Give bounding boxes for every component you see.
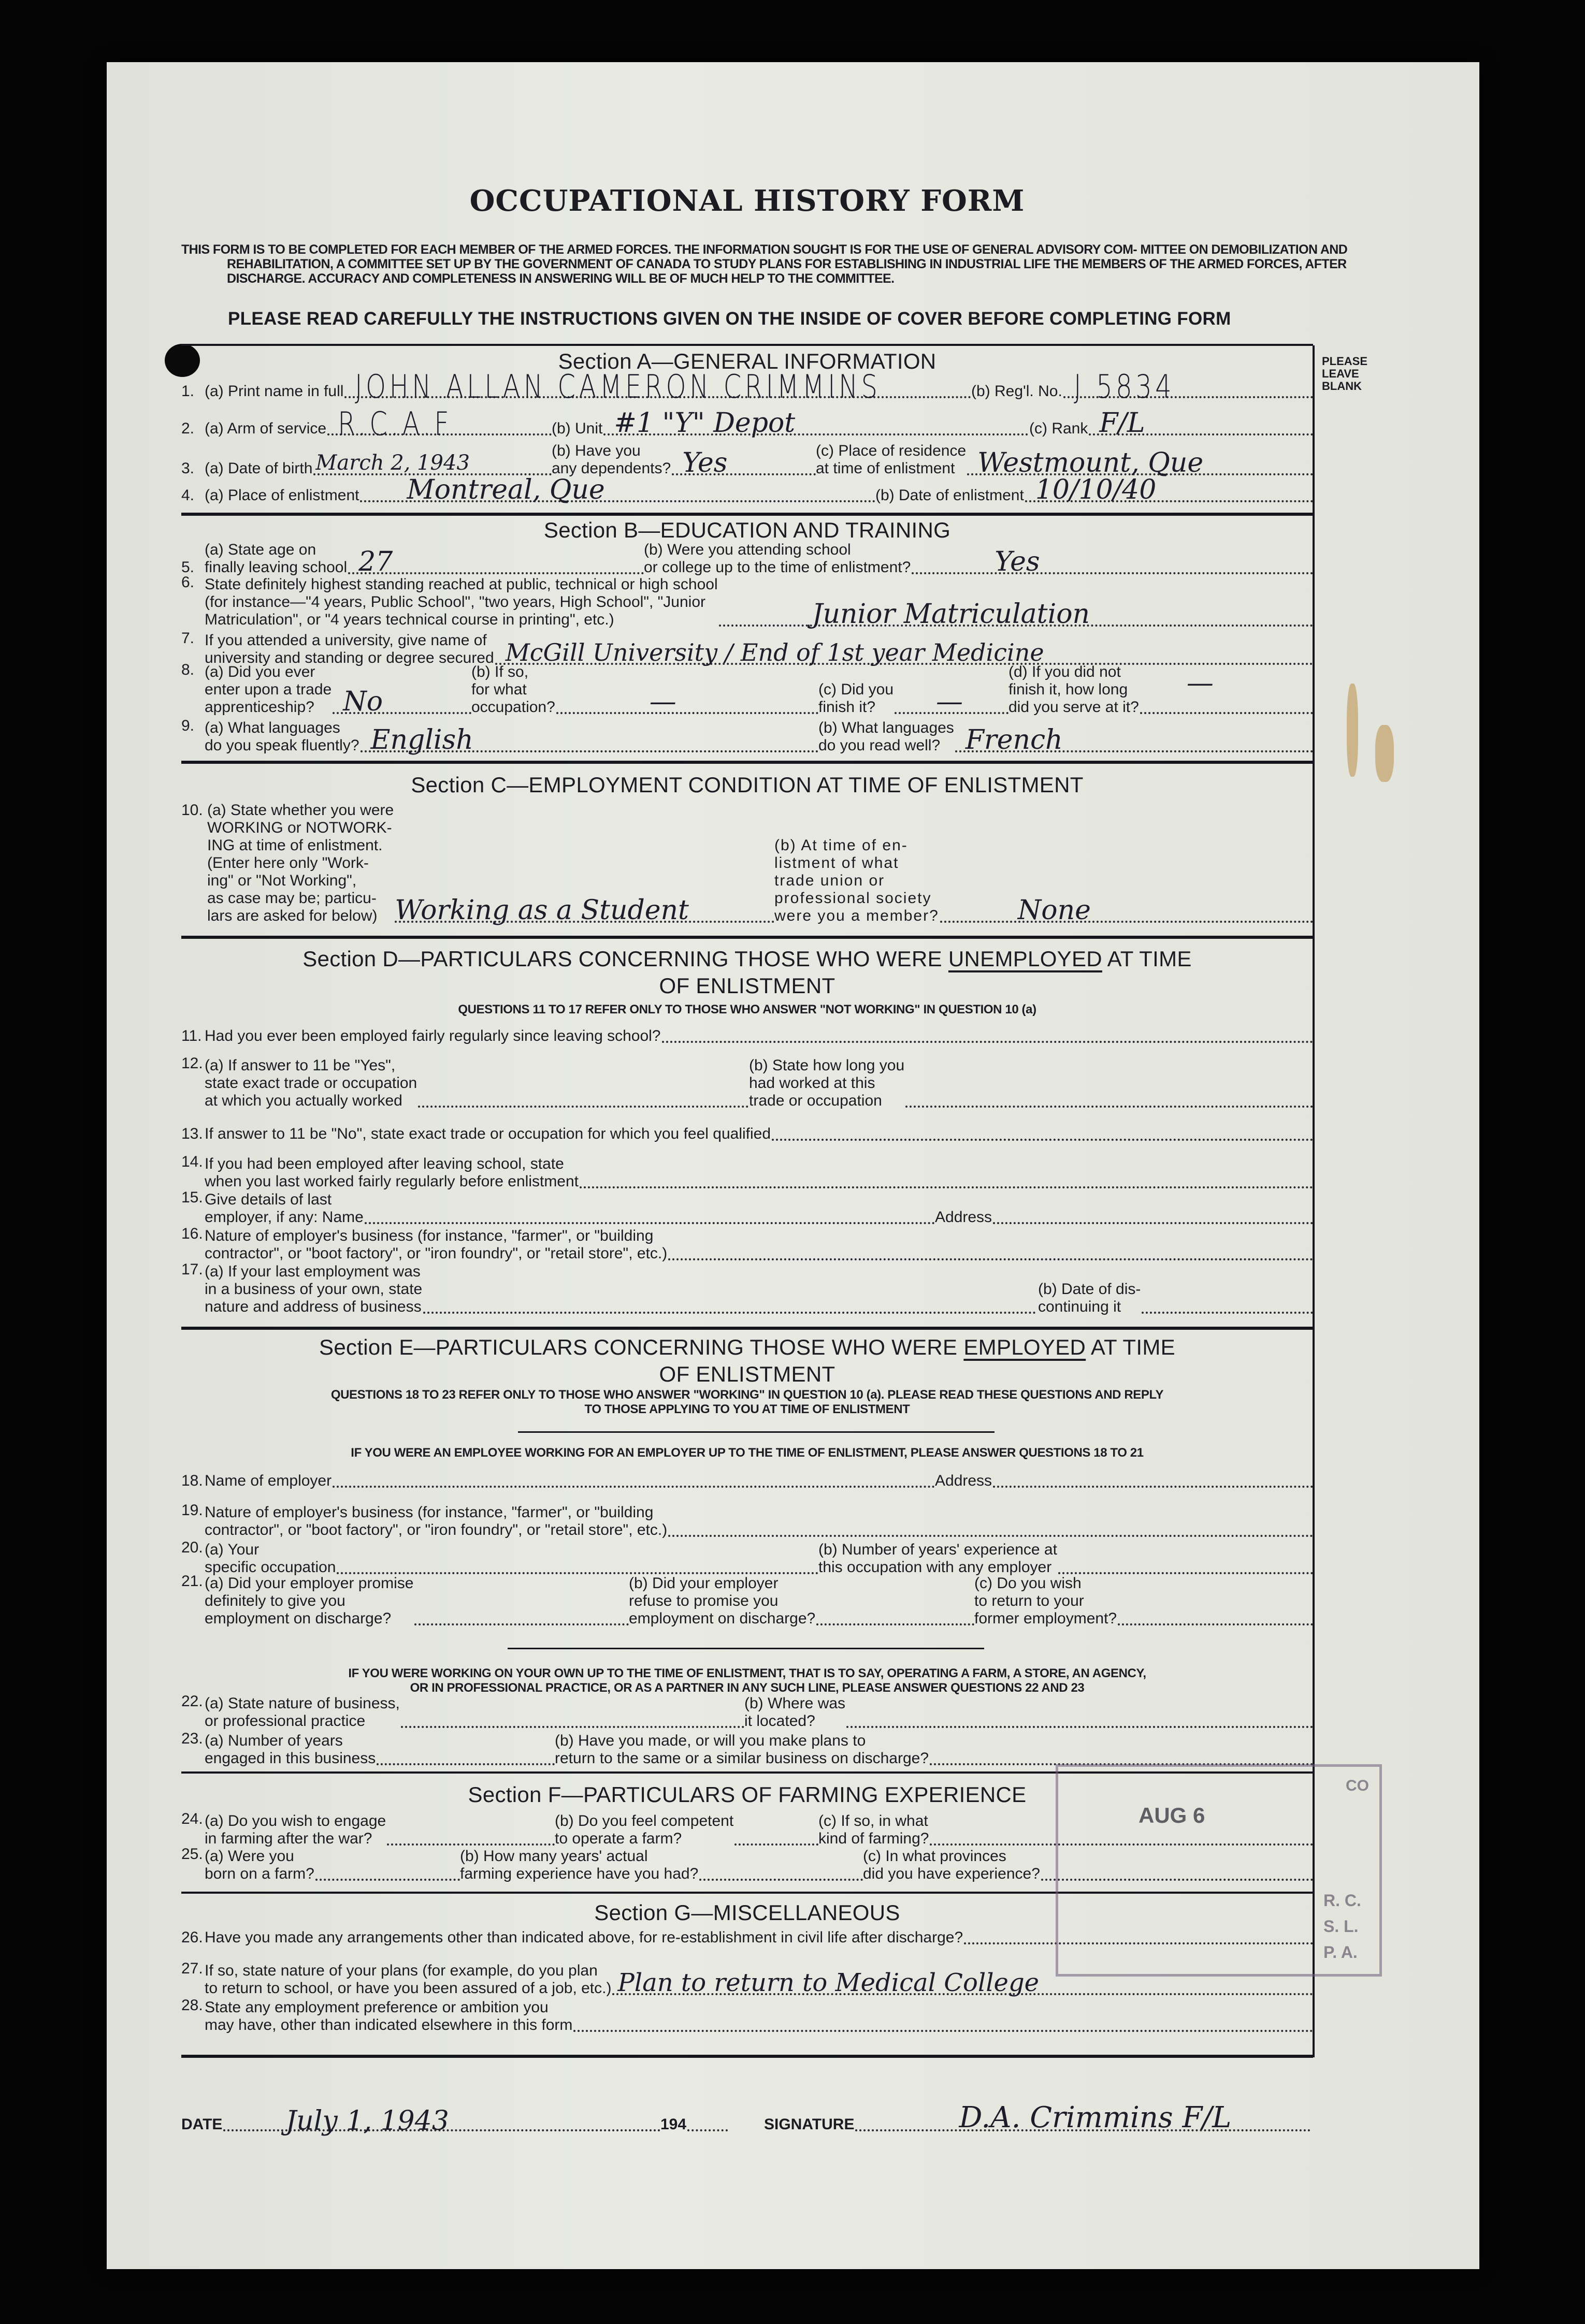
date-of-enlistment-field[interactable] <box>1025 474 1313 505</box>
form-title: OCCUPATIONAL HISTORY FORM <box>469 184 1025 218</box>
reg-no-field[interactable] <box>1063 368 1313 405</box>
question-number: 15. <box>181 1189 203 1206</box>
q21a-group <box>205 1573 629 1629</box>
section-g-title: Section G—MISCELLANEOUS <box>594 1900 900 1925</box>
question-8 <box>181 661 1313 717</box>
farming-years-field[interactable] <box>699 1861 863 1881</box>
question-number: 26. <box>181 1929 203 1946</box>
question-2 <box>181 405 1313 443</box>
label: (b) At time of en- listment of what trade union or professional society were you a member? <box>774 837 939 924</box>
arm-of-service-field[interactable] <box>327 405 552 443</box>
farming-wish-field[interactable] <box>387 1826 555 1846</box>
handwritten-value: 10/10/40 <box>1035 474 1157 505</box>
label: Address <box>935 1209 992 1226</box>
full-name-field[interactable] <box>344 368 971 405</box>
question-number: 20. <box>181 1539 203 1556</box>
last-worked-field[interactable] <box>580 1169 1313 1188</box>
label: (b) Were you attending school or college up to the time of enlistment? <box>644 541 911 576</box>
q24b-group <box>555 1810 818 1849</box>
label: (b) Have you made, or will you make plans to return to the same or a similar business on discharge? <box>555 1732 929 1767</box>
question-number: 10. <box>181 802 203 819</box>
divider <box>181 2055 1313 2058</box>
question-number: 6. <box>181 574 195 591</box>
divider <box>518 1431 995 1433</box>
rank-group <box>1029 408 1313 439</box>
question-number: 22. <box>181 1693 203 1710</box>
born-on-farm-field[interactable] <box>315 1861 460 1881</box>
question-13 <box>181 1122 1313 1144</box>
question-number: 12. <box>181 1055 203 1072</box>
question-number: 19. <box>181 1502 203 1519</box>
stamp-text: R. C. <box>1323 1891 1361 1910</box>
section-f-title: Section F—PARTICULARS OF FARMING EXPERIENCE <box>468 1782 1027 1807</box>
question-21 <box>181 1573 1313 1629</box>
label: Address <box>935 1472 992 1489</box>
last-employer-address-field[interactable] <box>993 1204 1313 1224</box>
divider <box>181 1327 1313 1330</box>
signature-row <box>181 2101 1313 2137</box>
divider <box>181 513 1313 516</box>
highest-standing-field[interactable] <box>719 599 1313 630</box>
q18-address-group <box>935 1469 1313 1491</box>
question-number: 8. <box>181 661 195 678</box>
discontinue-date-field[interactable] <box>1142 1294 1313 1314</box>
handwritten-value: Junior Matriculation <box>812 599 1090 630</box>
handwritten-value: No <box>343 686 383 717</box>
question-1 <box>181 368 1313 405</box>
year-field[interactable] <box>687 2112 728 2131</box>
label: (b) Reg'l. No. <box>971 383 1062 400</box>
handwritten-value: Yes <box>995 546 1040 577</box>
label: (a) If your last employment was in a business of your own, state nature and address of business <box>205 1263 423 1315</box>
employed-regularly-field[interactable] <box>662 1023 1314 1043</box>
label: (b) Number of years' experience at this occupation with any employer <box>818 1541 1057 1576</box>
q22b-group <box>744 1693 1313 1731</box>
q25a-group <box>205 1846 460 1884</box>
section-d-note: QUESTIONS 11 TO 17 REFER ONLY TO THOSE WHO ANSWER "NOT WORKING" IN QUESTION 10 (a) <box>458 1003 1036 1016</box>
age-leaving-school-field[interactable] <box>348 546 644 577</box>
question-11 <box>181 1024 1313 1046</box>
question-number: 18. <box>181 1472 203 1489</box>
label: (a) State whether you were WORKING or NOTWORK- ING at time of enlistment. (Enter here only "Work- ing" or "Not Working", as case may be; particu- lars are asked for below) <box>207 802 394 924</box>
label: Had you ever been employed fairly regularly since leaving school? <box>205 1027 661 1044</box>
own-business-field[interactable] <box>423 1294 1036 1314</box>
q20a-group <box>205 1539 818 1577</box>
apprentice-occupation-field[interactable] <box>556 686 818 717</box>
handwritten-value: Plan to return to Medical College <box>617 1968 1040 1997</box>
last-employer-name-field[interactable] <box>365 1204 935 1224</box>
unit-field[interactable] <box>603 408 1028 439</box>
question-number: 24. <box>181 1810 203 1827</box>
handwritten-value: — <box>649 686 676 717</box>
question-number: 17. <box>181 1261 203 1278</box>
q11-group <box>205 1024 1313 1046</box>
date-group <box>181 2105 660 2137</box>
label: (b) How many years' actual farming experience have you had? <box>460 1848 699 1882</box>
label: (b) Where was it located? <box>744 1695 846 1730</box>
employer-name-field[interactable] <box>333 1468 935 1488</box>
label: (c) Did you finish it? <box>818 681 894 716</box>
section-e-title <box>181 1334 1313 1388</box>
qualified-trade-field[interactable] <box>772 1121 1313 1141</box>
handwritten-value: English <box>370 724 473 756</box>
question-number: 7. <box>181 630 195 647</box>
employer-promise-field[interactable] <box>414 1606 629 1625</box>
stamp-date: AUG 6 <box>1139 1803 1205 1827</box>
stamp-text: CO <box>1346 1777 1369 1794</box>
label: If you attended a university, give name of university and standing or degree secured <box>205 632 494 666</box>
question-number: 27. <box>181 1960 203 1977</box>
residence-field[interactable] <box>967 447 1313 478</box>
question-number: 4. <box>181 487 195 504</box>
label: (b) Do you feel competent to operate a farm? <box>555 1812 734 1847</box>
years-experience-field[interactable] <box>1058 1555 1313 1574</box>
label: If you had been employed after leaving school, state when you last worked fairly regularly before enlistment <box>205 1155 579 1190</box>
label: (a) Did you ever enter upon a trade apprenticeship? <box>205 663 332 716</box>
label: (a) Print name in full <box>205 383 344 400</box>
finished-field[interactable] <box>895 686 1008 717</box>
question-15 <box>181 1189 1313 1227</box>
title-text: AT TIME <box>1090 1335 1175 1359</box>
age-group <box>205 539 644 577</box>
question-20 <box>181 1539 1313 1577</box>
title-emphasis: EMPLOYED <box>963 1335 1086 1359</box>
q28-group <box>205 1997 1313 2035</box>
divider <box>508 1648 984 1649</box>
divider <box>181 761 1313 764</box>
title-text: OF ENLISTMENT <box>659 1362 835 1386</box>
question-number: 5. <box>181 559 195 576</box>
q15-address-group <box>935 1189 1313 1227</box>
label: (a) State age on finally leaving school <box>205 541 348 576</box>
dependents-field[interactable] <box>672 447 816 478</box>
employer-nature-field[interactable] <box>668 1517 1313 1537</box>
handwritten-value: July 1, 1943 <box>285 2105 449 2137</box>
label: (c) Place of residence at time of enlistment <box>816 442 967 477</box>
specific-occupation-field[interactable] <box>337 1555 818 1574</box>
signature-group <box>764 2101 1310 2134</box>
label: (b) Date of dis- continuing it <box>1038 1281 1141 1315</box>
question-number: 11. <box>181 1027 202 1044</box>
business-plans-field[interactable] <box>930 1746 1313 1765</box>
attending-school-field[interactable] <box>912 546 1313 577</box>
label: (a) State nature of business, or professional practice <box>205 1695 400 1730</box>
handwritten-value: R.C.A.F <box>338 405 453 443</box>
signature-field[interactable] <box>855 2101 1310 2134</box>
name-field-group <box>205 368 971 405</box>
question-18 <box>181 1469 1313 1491</box>
label: (a) Arm of service <box>205 420 327 437</box>
business-location-field[interactable] <box>846 1708 1313 1728</box>
q12b-group <box>749 1055 1313 1111</box>
q24a-group <box>205 1810 555 1849</box>
serve-group <box>1008 661 1313 717</box>
reg-no-group <box>971 368 1313 405</box>
handwritten-value: March 2, 1943 <box>315 451 470 475</box>
speak-group <box>205 717 818 756</box>
title-emphasis: UNEMPLOYED <box>948 947 1102 971</box>
q23b-group <box>555 1730 1313 1768</box>
label: (a) What languages do you speak fluently? <box>205 719 359 754</box>
label: State any employment preference or ambition you may have, other than indicated elsewhere in this form <box>205 1999 573 2034</box>
q23a-group <box>205 1730 555 1768</box>
business-years-field[interactable] <box>377 1746 555 1765</box>
date-field[interactable] <box>223 2105 660 2137</box>
label: (a) If answer to 11 be "Yes", state exact trade or occupation at which you actually worked <box>205 1057 417 1109</box>
stamp-text: P. A. <box>1323 1943 1358 1962</box>
q25b-group <box>460 1846 863 1884</box>
employer-refuse-field[interactable] <box>816 1606 974 1625</box>
dob-group <box>205 440 552 478</box>
apprentice-group <box>205 661 471 717</box>
divider <box>181 936 1313 939</box>
place-of-enlistment-field[interactable] <box>360 474 875 505</box>
label: If so, state nature of your plans (for example, do you plan to return to school, or have you been assured of a job, etc.) <box>205 1962 612 1997</box>
working-group <box>207 802 774 926</box>
handwritten-value: None <box>1017 895 1091 926</box>
question-number: 25. <box>181 1846 203 1863</box>
q18-name-group <box>205 1469 935 1491</box>
label: (c) In what provinces did you have experience? <box>863 1848 1040 1882</box>
date-label: DATE <box>181 2116 223 2133</box>
title-text: Section D—PARTICULARS CONCERNING THOSE WHO WERE <box>302 947 942 971</box>
section-a-title: Section A—GENERAL INFORMATION <box>558 349 936 373</box>
signature: D.A. Crimmins F/L <box>959 2101 1232 2134</box>
q22a-group <box>205 1693 744 1731</box>
section-e-note: QUESTIONS 18 TO 23 REFER ONLY TO THOSE WHO ANSWER "WORKING" IN QUESTION 10 (a). PLEASE READ THESE QUESTIONS AND REPLY TO THOSE APPLYING TO YOU AT TIME OF ENLISTMENT <box>330 1388 1164 1416</box>
handwritten-value: J 5834 <box>1073 368 1175 405</box>
please-leave-blank: PLEASE LEAVE BLANK <box>1322 355 1368 393</box>
title-text: AT TIME <box>1107 947 1192 971</box>
union-group <box>774 802 1313 926</box>
handwritten-value: F/L <box>1099 408 1145 439</box>
question-number: 21. <box>181 1573 203 1590</box>
date-of-birth-field[interactable] <box>313 451 552 475</box>
languages-read-field[interactable] <box>955 724 1313 756</box>
label: (a) Place of enlistment <box>205 487 359 504</box>
label: Have you made any arrangements other than indicated above, for re-establishment in civil life after discharge? <box>205 1929 963 1946</box>
q15-name-group <box>205 1189 935 1227</box>
label: (c) Rank <box>1029 420 1088 437</box>
question-number: 2. <box>181 420 195 437</box>
handwritten-value: Westmount, Que <box>977 447 1204 478</box>
rank-field[interactable] <box>1089 408 1313 439</box>
label: (d) If you did not finish it, how long did you serve at it? <box>1008 663 1139 716</box>
q14-group <box>205 1153 1313 1192</box>
q13-group <box>205 1122 1313 1144</box>
label: Nature of employer's business (for instance, "farmer", or "building contractor", or "boot factory", or "iron foundry", or "retail store", etc.) <box>205 1227 668 1262</box>
label: (b) What languages do you read well? <box>818 719 954 754</box>
label: If answer to 11 be "No", state exact trade or occupation for which you feel qualified <box>205 1125 771 1142</box>
label: (b) If so, for what occupation? <box>471 663 555 716</box>
year-label: 194 <box>660 2116 687 2133</box>
question-4 <box>181 474 1313 505</box>
question-number: 28. <box>181 1997 203 2014</box>
trade-duration-field[interactable] <box>905 1088 1313 1108</box>
form-intro <box>181 242 1393 286</box>
trade-worked-field[interactable] <box>418 1088 748 1108</box>
question-number: 9. <box>181 717 195 734</box>
employer-address-field[interactable] <box>993 1468 1313 1488</box>
paper-stain <box>1347 684 1358 777</box>
handwritten-value: McGill University / End of 1st year Medicine <box>505 638 1044 666</box>
working-status-field[interactable] <box>395 895 774 926</box>
question-5 <box>181 539 1313 577</box>
served-duration-field[interactable] <box>1140 667 1313 714</box>
question-6 <box>181 574 1313 630</box>
label: (c) Do you wish to return to your former employment? <box>974 1575 1117 1627</box>
label: (a) Your specific occupation <box>205 1541 336 1576</box>
employer-business-field[interactable] <box>668 1241 1313 1260</box>
question-9 <box>181 717 1313 756</box>
label: Give details of last employer, if any: Name <box>205 1191 364 1226</box>
signature-label: SIGNATURE <box>764 2116 855 2133</box>
question-16 <box>181 1225 1313 1263</box>
attending-group <box>644 539 1313 577</box>
handwritten-value: Montreal, Que <box>407 474 605 505</box>
handwritten-value: #1 "Y" Depot <box>614 408 796 439</box>
unit-group <box>552 408 1028 439</box>
intro-text: THIS FORM IS TO BE COMPLETED FOR EACH MEMBER OF THE ARMED FORCES. THE INFORMATION SOUGHT IS FOR THE USE OF GENERAL ADVISORY COM- MITTEE ON DEMOBILIZATION AND REHABILITATION, A COMMITTEE SET UP BY THE GOVERNMENT OF CANADA TO STUDY PLANS FOR ESTABLISHING IN INDUSTRIAL LIFE THE MEMBERS OF THE ARMED FORCES, AFTER DISCHARGE. ACCURACY AND COMPLETENESS IN ANSWERING WILL BE OF MUCH HELP TO THE COMMITTEE. <box>181 242 1348 286</box>
preference-field[interactable] <box>573 2012 1313 2032</box>
question-number: 16. <box>181 1225 203 1242</box>
label: (b) State how long you had worked at this trade or occupation <box>749 1057 905 1109</box>
q21c-group <box>974 1573 1313 1629</box>
question-28 <box>181 1997 1313 2035</box>
read-group <box>818 717 1313 756</box>
handwritten-value: Working as a Student <box>395 895 689 926</box>
occupation-group <box>471 661 818 717</box>
section-d-title <box>181 946 1313 999</box>
title-text: OF ENLISTMENT <box>659 974 835 998</box>
own-business-note: IF YOU WERE WORKING ON YOUR OWN UP TO THE TIME OF ENLISTMENT, THAT IS TO SAY, OPERATING A FARM, A STORE, AN AGENCY, OR IN PROFESSIONAL PRACTICE, OR AS A PARTNER IN ANY SUCH LINE, PLEASE ANSWER QUESTIONS 22 AND 23 <box>348 1666 1146 1695</box>
standing-group <box>205 574 1313 630</box>
question-number: 14. <box>181 1153 203 1170</box>
question-22 <box>181 1693 1313 1731</box>
received-stamp <box>1056 1764 1382 1977</box>
apprenticeship-field[interactable] <box>333 686 471 717</box>
finish-group <box>818 661 1008 717</box>
languages-spoken-field[interactable] <box>361 724 818 756</box>
question-14 <box>181 1153 1313 1192</box>
label: (a) Date of birth <box>205 460 313 477</box>
label: (b) Did your employer refuse to promise you employment on discharge? <box>629 1575 816 1627</box>
handwritten-value: JOHN ALLAN CAMERON CRIMMINS <box>355 368 881 405</box>
dependents-group <box>552 440 816 478</box>
q19-group <box>205 1502 1313 1540</box>
q17a-group <box>205 1261 1036 1317</box>
label: Nature of employer's business (for instance, "farmer", or "building contractor", or "boot factory", or "iron foundry", or "retail store", etc.) <box>205 1504 668 1538</box>
label: (c) If so, in what kind of farming? <box>818 1812 929 1847</box>
label: (a) Do you wish to engage in farming after the war? <box>205 1812 386 1847</box>
handwritten-value: — <box>936 686 963 717</box>
title-text: Section E—PARTICULARS CONCERNING THOSE WHO WERE <box>319 1335 958 1359</box>
question-23 <box>181 1730 1313 1768</box>
q21b-group <box>629 1573 974 1629</box>
farm-competent-field[interactable] <box>734 1826 818 1846</box>
label: (a) Were you born on a farm? <box>205 1848 314 1882</box>
question-3 <box>181 440 1313 478</box>
q20b-group <box>818 1539 1313 1577</box>
question-number: 13. <box>181 1125 203 1142</box>
handwritten-value: — <box>1186 667 1214 699</box>
enlist-place-group <box>205 474 875 505</box>
return-employment-field[interactable] <box>1118 1606 1313 1625</box>
label: (b) Date of enlistment <box>875 487 1024 504</box>
question-19 <box>181 1502 1313 1540</box>
union-field[interactable] <box>940 895 1313 926</box>
form-instructions: PLEASE READ CAREFULLY THE INSTRUCTIONS GIVEN ON THE INSIDE OF COVER BEFORE COMPLETING FORM <box>228 309 1231 329</box>
section-b-title: Section B—EDUCATION AND TRAINING <box>543 518 951 542</box>
label: (a) Did your employer promise definitely to give you employment on discharge? <box>205 1575 414 1627</box>
q16-group <box>205 1225 1313 1263</box>
residence-group <box>816 440 1313 478</box>
label: (a) Number of years engaged in this business <box>205 1732 376 1767</box>
stamp-text: S. L. <box>1323 1917 1359 1936</box>
question-17 <box>181 1261 1313 1317</box>
label: (b) Unit <box>552 420 603 437</box>
question-number: 1. <box>181 383 195 400</box>
plans-field[interactable] <box>612 1968 1313 1997</box>
section-c-title: Section C—EMPLOYMENT CONDITION AT TIME OF ENLISTMENT <box>411 773 1084 797</box>
handwritten-value: Yes <box>682 447 728 478</box>
year-group <box>660 2108 728 2134</box>
enlist-date-group <box>875 474 1313 505</box>
label: (b) Have you any dependents? <box>552 442 671 477</box>
question-10 <box>181 802 1313 926</box>
label: Name of employer <box>205 1472 332 1489</box>
divider <box>181 344 1313 346</box>
handwritten-value: 27 <box>358 546 393 577</box>
handwritten-value: French <box>965 724 1063 756</box>
question-number: 23. <box>181 1730 203 1747</box>
q17b-group <box>1038 1261 1313 1317</box>
question-number: 3. <box>181 460 195 477</box>
q12a-group <box>205 1055 748 1111</box>
business-nature-field[interactable] <box>401 1708 744 1728</box>
label: State definitely highest standing reached at public, technical or high school (for instance—"4 years, Public School", "two years, High School", "Junior Matriculation", or "4 years technical course in printing", etc.) <box>205 576 718 628</box>
paper-stain <box>1375 725 1394 782</box>
employee-note: IF YOU WERE AN EMPLOYEE WORKING FOR AN EMPLOYER UP TO THE TIME OF ENLISTMENT, PLEASE ANSWER QUESTIONS 18 TO 21 <box>351 1446 1144 1460</box>
arm-group <box>205 405 552 443</box>
question-12 <box>181 1055 1313 1111</box>
